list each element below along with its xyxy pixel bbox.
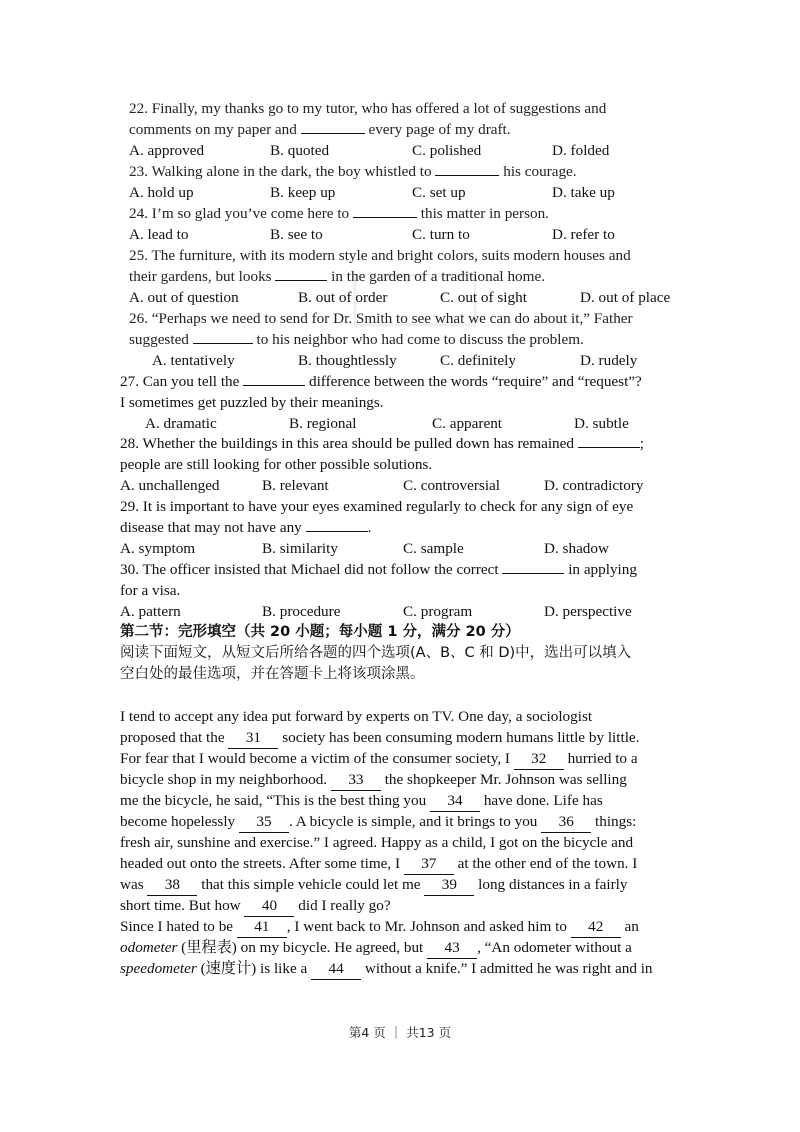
q28-stem-line1 (120, 433, 700, 454)
blank-33: 33 (331, 769, 381, 791)
text-span: I’m so glad you’ve come here to (151, 205, 350, 222)
q23-options (0, 182, 800, 203)
text-span: his courage. (503, 163, 577, 180)
text-span: short time. But how (120, 897, 241, 914)
blank-38: 38 (147, 874, 197, 896)
option-a: A. out of question (129, 289, 239, 306)
option-a: A. lead to (129, 226, 189, 243)
text-span: comments on my paper and (129, 121, 297, 138)
option-c: C. controversial (403, 477, 501, 494)
text-span: For fear that I would become a victim of the consumer society, I (120, 750, 510, 767)
text-span: (速度计) is like a (200, 960, 308, 977)
text-span: It is important to have your eyes examined regularly to check for any sign of eye (142, 498, 634, 515)
text-span: that this simple vehicle could let me (201, 876, 421, 893)
text-span: hurried to a (567, 750, 638, 767)
option-b: B. see to (270, 226, 323, 243)
text-span: bicycle shop in my neighborhood. (120, 771, 328, 788)
answer-blank (578, 433, 640, 448)
passage-line (120, 748, 700, 770)
option-b: B. regional (289, 415, 357, 432)
option-a: A. tentatively (152, 352, 235, 369)
q26-stem-line1 (129, 308, 709, 329)
text-span: I tend to accept any idea put forward by experts on TV. One day, a sociologist (120, 708, 593, 725)
text-span: . (367, 519, 372, 536)
passage-line (120, 937, 700, 959)
q29-stem-line2 (120, 517, 700, 538)
q27-options (0, 413, 800, 434)
text-span: 29. (120, 498, 139, 515)
q30-stem-line2 (120, 580, 700, 601)
passage-line (120, 916, 700, 938)
answer-blank (435, 161, 499, 176)
text-span: Whether the buildings in this area should be pulled down has remained (142, 435, 574, 452)
q25-options (0, 287, 800, 308)
text-span: at the other end of the town. I (457, 855, 638, 872)
option-d: D. contradictory (544, 477, 644, 494)
text-span: Since I hated to be (120, 918, 234, 935)
blank-36: 36 (541, 811, 591, 833)
option-c: C. sample (403, 540, 464, 557)
option-a: A. hold up (129, 184, 194, 201)
blank-31: 31 (228, 727, 278, 749)
blank-39: 39 (424, 874, 474, 896)
text-span: was (120, 876, 144, 893)
q25-stem-line2 (129, 266, 709, 287)
text-span: become hopelessly (120, 813, 236, 830)
section-heading: 第二节：完形填空（共 20 小题；每小题 1 分，满分 20 分） (120, 624, 520, 640)
option-a: A. dramatic (145, 415, 217, 432)
q29-stem-line1 (120, 496, 700, 517)
blank-44: 44 (311, 958, 361, 980)
option-d: D. shadow (544, 540, 609, 557)
q26-options (0, 350, 800, 371)
text-span: in the garden of a traditional home. (331, 268, 545, 285)
passage-line (120, 895, 700, 917)
text-span: to his neighbor who had come to discuss the problem. (256, 331, 584, 348)
text-span: , “An odometer without a (477, 939, 632, 956)
text-span: this matter in person. (420, 205, 549, 222)
text-span: odometer (120, 939, 178, 956)
option-c: C. set up (412, 184, 466, 201)
passage-line (120, 853, 700, 875)
q27-stem-line2 (120, 392, 700, 413)
q25-stem-line1 (129, 245, 709, 266)
blank-37: 37 (404, 853, 454, 875)
blank-42: 42 (571, 916, 621, 938)
text-span: proposed that the (120, 729, 225, 746)
q30-stem-line1 (120, 559, 700, 580)
text-span: speedometer (120, 960, 197, 977)
passage-line (120, 727, 700, 749)
q24-options (0, 224, 800, 245)
option-d: D. folded (552, 142, 610, 159)
text-span: long distances in a fairly (478, 876, 628, 893)
q28-options (0, 475, 800, 496)
text-span: 23. (129, 163, 148, 180)
blank-41: 41 (237, 916, 287, 938)
q28-stem-line2 (120, 454, 700, 475)
page-footer: 第4 页 ｜ 共13 页 (348, 1025, 452, 1040)
text-span: 26. (129, 310, 148, 327)
option-a: A. unchallenged (120, 477, 220, 494)
blank-32: 32 (514, 748, 564, 770)
text-span: did I really go? (298, 897, 391, 914)
section-instruction-line1: 阅读下面短文，从短文后所给各题的四个选项(A、B、C 和 D)中，选出可以填入 (120, 645, 632, 661)
option-b: B. keep up (270, 184, 336, 201)
text-span: an (624, 918, 639, 935)
passage-line (120, 874, 700, 896)
passage-line (120, 958, 700, 980)
text-span: The officer insisted that Michael did not follow the correct (142, 561, 499, 578)
passage-line (120, 790, 700, 812)
q23-stem (129, 161, 709, 182)
text-span: 22. (129, 100, 148, 117)
section-instruction-line2: 空白处的最佳选项，并在答题卡上将该项涂黑。 (120, 666, 425, 682)
text-span: 27. (120, 373, 139, 390)
option-a: A. symptom (120, 540, 196, 557)
option-b: B. quoted (270, 142, 330, 159)
passage-line (120, 811, 700, 833)
text-span: for a visa. (120, 582, 181, 599)
text-span: without a knife.” I admitted he was right and in (364, 960, 653, 977)
option-b: B. thoughtlessly (298, 352, 397, 369)
q29-options (0, 538, 800, 559)
option-b: B. relevant (262, 477, 329, 494)
option-b: B. out of order (298, 289, 388, 306)
text-span: The furniture, with its modern style and bright colors, suits modern houses and (151, 247, 631, 264)
option-c: C. apparent (432, 415, 503, 432)
text-span: 25. (129, 247, 148, 264)
text-span: Walking alone in the dark, the boy whistled to (151, 163, 432, 180)
text-span: their gardens, but looks (129, 268, 272, 285)
option-a: A. pattern (120, 603, 181, 620)
text-span: 28. (120, 435, 139, 452)
text-span: society has been consuming modern humans little by little. (282, 729, 640, 746)
option-c: C. polished (412, 142, 482, 159)
option-a: A. approved (129, 142, 205, 159)
option-b: B. procedure (262, 603, 341, 620)
option-d: D. subtle (574, 415, 629, 432)
passage-line (120, 832, 700, 853)
q27-stem-line1 (120, 371, 700, 392)
text-span: every page of my draft. (368, 121, 511, 138)
text-span: disease that may not have any (120, 519, 302, 536)
blank-35: 35 (239, 811, 289, 833)
text-span: difference between the words “require” and “request”? (308, 373, 642, 390)
text-span: “Perhaps we need to send for Dr. Smith to see what we can do about it,” Father (151, 310, 633, 327)
option-c: C. definitely (440, 352, 516, 369)
text-span: (里程表) on my bicycle. He agreed, but (181, 939, 424, 956)
text-span: people are still looking for other possible solutions. (120, 456, 433, 473)
text-span: Finally, my thanks go to my tutor, who has offered a lot of suggestions and (151, 100, 607, 117)
text-span: have done. Life has (483, 792, 603, 809)
option-c: C. program (403, 603, 473, 620)
option-d: D. perspective (544, 603, 632, 620)
answer-blank (306, 517, 368, 532)
text-span: things: (595, 813, 637, 830)
text-span: . A bicycle is simple, and it brings to you (288, 813, 538, 830)
answer-blank (353, 203, 417, 218)
option-c: C. out of sight (440, 289, 527, 306)
q30-options (0, 601, 800, 622)
blank-40: 40 (244, 895, 294, 917)
q22-stem-line2 (129, 119, 709, 140)
option-d: D. rudely (580, 352, 638, 369)
text-span: me the bicycle, he said, “This is the best thing you (120, 792, 427, 809)
text-span: ; (639, 435, 645, 452)
answer-blank (193, 329, 253, 344)
blank-43: 43 (427, 937, 477, 959)
q22-stem-line1 (129, 98, 709, 119)
text-span: Can you tell the (142, 373, 240, 390)
text-span: I sometimes get puzzled by their meanings. (120, 394, 384, 411)
text-span: the shopkeeper Mr. Johnson was selling (384, 771, 627, 788)
option-d: D. take up (552, 184, 615, 201)
passage-line (120, 706, 700, 727)
text-span: in applying (568, 561, 637, 578)
option-c: C. turn to (412, 226, 470, 243)
answer-blank (301, 119, 365, 134)
answer-blank (502, 559, 564, 574)
text-span: suggested (129, 331, 189, 348)
text-span: 24. (129, 205, 148, 222)
text-span: fresh air, sunshine and exercise.” I agreed. Happy as a child, I got on the bicycle and (120, 834, 634, 851)
q24-stem (129, 203, 709, 224)
answer-blank (275, 266, 327, 281)
option-d: D. refer to (552, 226, 615, 243)
passage-line (120, 769, 700, 791)
answer-blank (243, 371, 305, 386)
q22-options (0, 140, 800, 161)
option-d: D. out of place (580, 289, 671, 306)
text-span: 30. (120, 561, 139, 578)
text-span: , I went back to Mr. Johnson and asked him to (286, 918, 567, 935)
text-span: headed out onto the streets. After some time, I (120, 855, 401, 872)
blank-34: 34 (430, 790, 480, 812)
q26-stem-line2 (129, 329, 709, 350)
option-b: B. similarity (262, 540, 338, 557)
